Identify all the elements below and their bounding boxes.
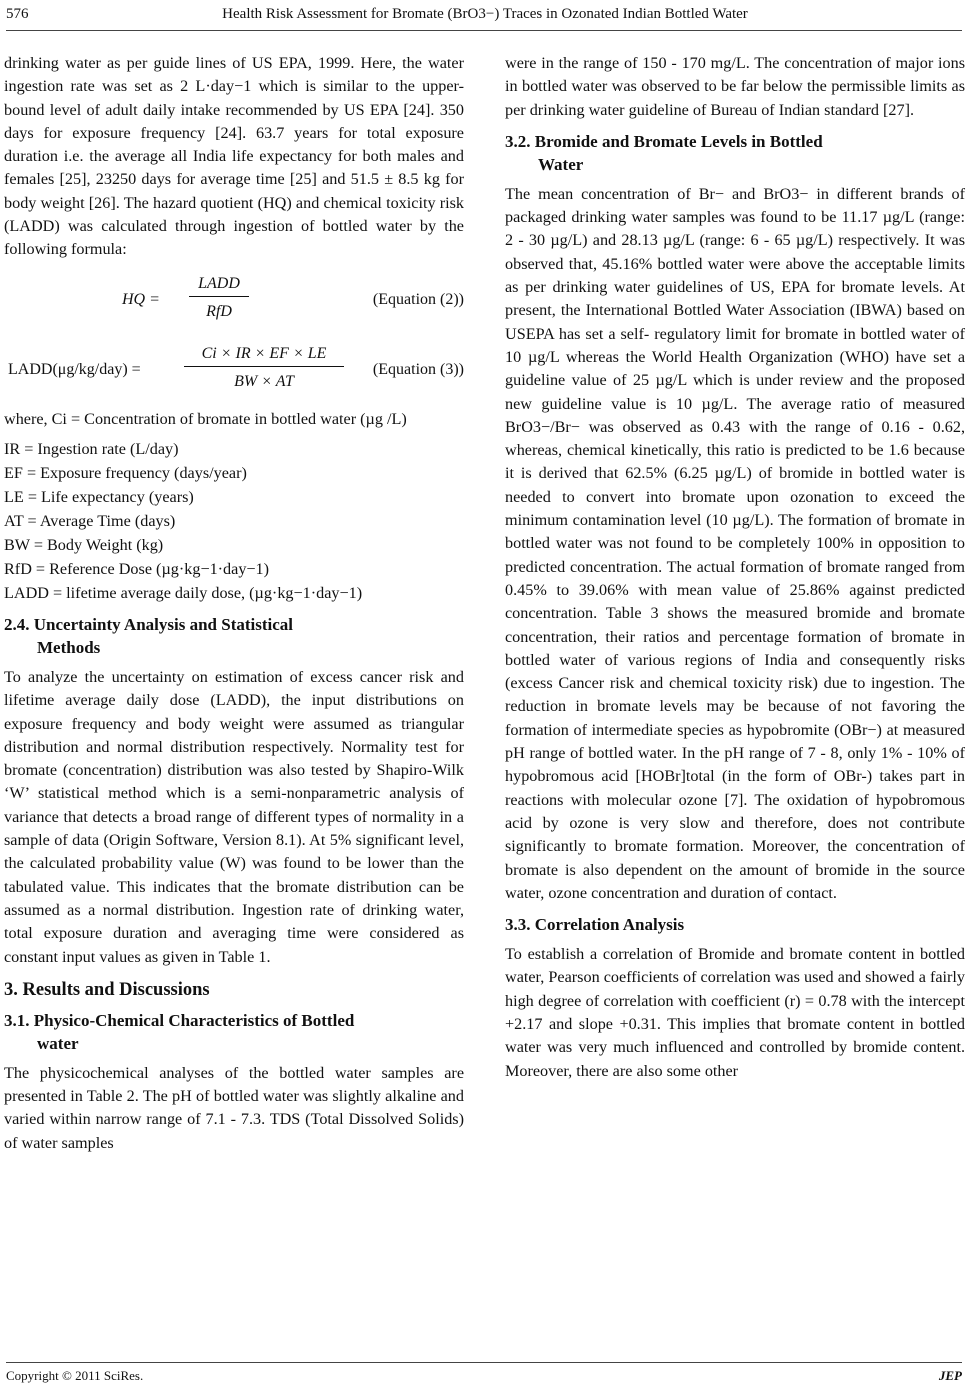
eq2-denominator: RfD (206, 302, 232, 320)
where-clause: where, Ci = Concentration of bromate in bottled water (µg /L) (4, 409, 407, 428)
paragraph-uncertainty: To analyze the uncertainty on estimation of excess cancer risk and lifetime average daily dose (LADD), the input distributions on exposure frequency and body weight were assumed as triangular distribution and normal distribution respectively. Normality test for bromate (concentration) distribution was also tested by Shapiro-Wilk ‘W’ statistical method which is a semi-nonparametric analysis of variance that detects a broad range of different types of normality in a sample of data (Origin Software, Version 8.1). At 5% significant level, the calculated probability value (W) was found to be lower than the tabulated value. This indicates that the bromate distribution can be assumed as a normal distribution. Ingestion rate of drinking water, total exposure duration and averaging time were considered as constant input values as given in Table 1. (4, 667, 464, 966)
heading-3-1-line2: water (37, 1033, 79, 1053)
header-rule (6, 30, 962, 31)
definition-at: AT = Average Time (days) (4, 511, 176, 530)
heading-3-2-line2: Water (538, 154, 584, 174)
heading-3: 3. Results and Discussions (4, 979, 210, 1000)
paragraph-tds: were in the range of 150 - 170 mg/L. The concentration of major ions in bottled water was observed to be far below the permissible limits as per drinking water guideline of Bureau of Indian standard [27]. (505, 54, 965, 119)
heading-2-4 (4, 613, 464, 659)
paragraph-correlation: To establish a correlation of Bromide and bromate content in bottled water, Pearson coefficients of correlation was used and showed a fairly high degree of correlation with coefficient (r) = 0.78 with the intercept +2.17 and slope +0.31. This implies that bromate content in bottled water was very much influenced and controlled by bromide content. Moreover, there are also some other (505, 945, 965, 1080)
equation-3 (4, 338, 464, 400)
definition-ef: EF = Exposure frequency (days/year) (4, 463, 247, 482)
page-header (0, 0, 970, 40)
heading-2-4-line2: Methods (37, 637, 101, 657)
page-number: 576 (6, 6, 29, 22)
heading-2-4-line1: 2.4. Uncertainty Analysis and Statistical (4, 614, 294, 634)
equation-2 (4, 268, 464, 330)
left-column (4, 52, 464, 1161)
eq3-fraction-bar (184, 366, 344, 367)
heading-3-3: 3.3. Correlation Analysis (505, 915, 685, 935)
journal-abbreviation: JEP (938, 1368, 962, 1383)
eq3-lhs: LADD(μg/kg/day) = (8, 360, 141, 378)
paragraph-exposure-parameters: drinking water as per guide lines of US EPA, 1999. Here, the water ingestion rate was set as 2 L·day−1 which is similar to the upper-bound level of adult daily intake recommended by US EPA [24]. 350 days for exposure frequency [24]. 63.7 years for total exposure duration i.e. the average all India life expectancy for both males and females [25], 23250 days for average time [25] and 51.5 ± 8.5 kg for body weight [26]. The hazard quotient (HQ) and chemical toxicity risk (LADD) was calculated through ingestion of bottled water by the following formula: (4, 54, 464, 259)
heading-3-1-line1: 3.1. Physico-Chemical Characteristics of Bottled (4, 1010, 355, 1030)
heading-3-2 (505, 130, 965, 176)
definition-ladd: LADD = lifetime average daily dose, (µg·kg−1·day−1) (4, 583, 363, 602)
eq2-label: (Equation (2)) (372, 290, 464, 308)
eq2-numerator: LADD (198, 274, 240, 292)
copyright: Copyright © 2011 SciRes. (6, 1368, 144, 1383)
running-title: Health Risk Assessment for Bromate (BrO3−) Traces in Ozonated Indian Bottled Water (222, 6, 748, 22)
footer-rule (6, 1362, 962, 1363)
right-column (505, 52, 965, 1089)
eq2-lhs: HQ = (122, 290, 160, 308)
definition-ir: IR = Ingestion rate (L/day) (4, 439, 179, 458)
paragraph-bromide-bromate: The mean concentration of Br− and BrO3− in different brands of packaged drinking water samples was found to be 11.17 µg/L (range: 2 - 30 µg/L) and 28.13 µg/L (range: 6 - 65 µg/L) respectively. It was observed that, 45.16% bottled water were above the acceptable limits as per drinking water guidelines of US, EPA for bromate levels. At present, the International Bottled Water Association (IBWA) based on USEPA has set a self- regulatory limit for bromate in bottled water of 10 µg/L whereas the World Health Organization (WHO) have set a guideline value of 25 µg/L which is under review and the proposed new guideline value is 10 µg/L. The average ratio of measured BrO3−/Br− was observed as 0.43 with the range of 0.16 - 0.62, whereas, chemical kinetically, this ratio is predicted to be 1.6 because it is derived that 62.5% (6.25 µg/L) of bromide in bottled water is needed to convert into bromate upon ozonation to exceed the minimum contamination level (10 µg/L). The formation of bromate in bottled water was not found to be completely 100% in opposition to predicted concentration. The actual formation of bromate ranged from 0.45% to 39.06% with mean value of 25.86% against predicted concentration. Table 3 shows the measured bromide and bromate concentration, their ratios and percentage formation of bromate in bottled water of various regions of India and consequently risks (excess Cancer risk and chemical toxicity risk) due to ingestion. The reduction in bromate levels may be because of not favoring the formation of intermediate species as hypobromite (OBr−) at measured pH range of bottled water. In the pH range of 7 - 8, only 1% - 10% of hypobromous acid [HOBr]total (in the form of OBr-) takes part in reactions with molecular ozone [7]. The oxidation of hypobromous acid by ozone is very slow and therefore, does not contribute significantly to bromate formation. Moreover, the concentration of bromate is also dependent on the amount of bromide in the source water, ozone concentration and duration of contact. (505, 184, 965, 902)
heading-3-1 (4, 1009, 464, 1055)
heading-3-2-line1: 3.2. Bromide and Bromate Levels in Bottled (505, 131, 823, 151)
definition-rfd: RfD = Reference Dose (µg·kg−1·day−1) (4, 559, 270, 578)
definition-le: LE = Life expectancy (years) (4, 487, 194, 506)
definition-bw: BW = Body Weight (kg) (4, 535, 164, 554)
paragraph-physicochemical: The physicochemical analyses of the bottled water samples are presented in Table 2. The pH of bottled water was slightly alkaline and varied within narrow range of 7.1 - 7.3. TDS (Total Dissolved Solids) of water samples (4, 1063, 464, 1152)
eq3-denominator: BW × AT (234, 372, 294, 390)
eq2-fraction-bar (189, 296, 249, 297)
eq3-label: (Equation (3)) (372, 360, 464, 378)
eq3-numerator: Ci × IR × EF × LE (201, 344, 327, 362)
